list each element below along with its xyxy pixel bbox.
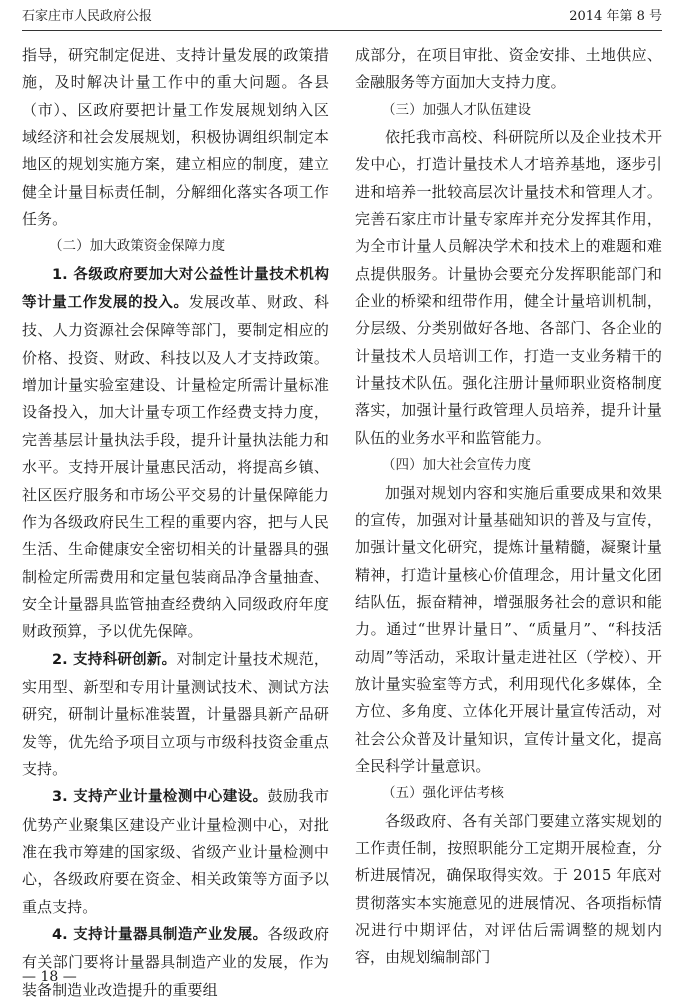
item-text: 鼓励我市优势产业聚集区建设产业计量检测中心，对批准在我市筹建的国家级、省级产业计量检测中心，各级政府要在资金、相关政策等方面予以重点支持。	[22, 787, 330, 916]
paragraph: 加强对规划内容和实施后重要成果和效果的宣传，加强对计量基础知识的普及与宣传，加强计量文化研究，提炼计量精髓，凝聚计量精神，打造计量核心价值理念，用计量文化团结队伍，振奋精神，增强服务社会的意识和能力。通过“世界计量日”、“质量月”、“科技活动周”等活动，采取计量走进社区（学校）、开放计量实验室等方式，利用现代化多媒体，全方位、多角度、立体化开展计量宣传活动，对社会公众普及计量知识，宣传计量文化，提高全民科学计量意识。	[355, 483, 662, 775]
section-heading: （五）强化评估考核	[382, 785, 504, 802]
item-text: 发展改革、财政、科技、人力资源社会保障等部门，要制定相应的价格、投资、财政、科技以及人才支持政策。增加计量实验室建设、计量检定所需计量标准设备投入，加大计量专项工作经费支持力度，完善基层计量执法手段，提升计量执法能力和水平。支持开展计量惠民活动，将提高乡镇、社区医疗服务和市场公平交易的计量保障能力作为各级政府民生工程的重要内容，把与人民生活、生命健康安全密切相关的计量器具的强制检定所需费用和定量包装商品净含量抽查、安全计量器具监管抽查经费纳入同级政府年度财政预算，予以优先保障。	[22, 293, 329, 641]
paragraph: 成部分，在项目审批、资金安排、土地供应、金融服务等方面加大支持力度。	[355, 46, 662, 92]
item-heading: 3. 支持产业计量检测中心建设。	[52, 789, 268, 806]
paragraph	[22, 646, 329, 784]
item-text: 对制定计量技术规范，实用型、新型和专用计量测试技术、测试方法研究，研制计量标准装置，计量器具新产品研发等，优先给予项目立项与市级科技资金重点支持。	[22, 649, 329, 778]
paragraph	[22, 783, 329, 921]
paragraph: 各级政府、各有关部门要建立落实规划的工作责任制，按照职能分工定期开展检查，分析进展情况，确保取得实效。于 2015 年底对贯彻落实本实施意见的进展情况、各项指标情况进行中期评估，对评估后需调整的规划内容，由规划编制部门	[355, 811, 662, 967]
section-heading: （二）加大政策资金保障力度	[49, 238, 226, 255]
issue-number: 2014 年第 8 号	[569, 9, 662, 24]
item-heading: 4. 支持计量器具制造产业发展。	[52, 927, 268, 943]
section-heading: （三）加强人才队伍建设	[382, 101, 532, 118]
left-column	[22, 42, 329, 1004]
paragraph: 依托我市高校、科研院所以及企业技术开发中心，打造计量技术人才培养基地，逐步引进和培养一批较高层次计量技术和管理人才。完善石家庄市计量专家库并充分发挥其作用，为全市计量人员解决学术和技术上的难题和难点提供服务。计量协会要充分发挥职能部门和企业的桥梁和纽带作用，健全计量培训机制，分层级、分类别做好各地、各部门、各企业的计量技术人员培训工作，打造一支业务精干的计量技术队伍。强化注册计量师职业资格制度落实，加强计量行政管理人员培养，提升计量队伍的业务水平和监管能力。	[355, 128, 662, 447]
item-text: 各级政府有关部门要将计量器具制造产业的发展，作为装备制造业改造提升的重要组	[22, 925, 330, 999]
item-heading: 1. 各级政府要加大对公益性计量技术机构等计量工作发展的投入。	[22, 266, 329, 312]
paragraph	[22, 261, 329, 646]
paragraph	[22, 921, 329, 1004]
page-number: — 18 —	[22, 969, 77, 985]
section-heading: （四）加大社会宣传力度	[382, 457, 532, 474]
paragraph: 指导，研究制定促进、支持计量发展的政策措施，及时解决计量工作中的重大问题。各县（市）、区政府要把计量工作发展规划纳入区域经济和社会发展规划，积极协调组织制定本地区的规划实施方案，建立相应的制度，建立健全计量目标责任制，分解细化落实各项工作任务。	[22, 46, 329, 229]
page-header	[22, 6, 662, 31]
right-column	[355, 42, 662, 972]
item-heading: 2. 支持科研创新。	[52, 651, 177, 668]
publication-title: 石家庄市人民政府公报	[22, 9, 153, 24]
